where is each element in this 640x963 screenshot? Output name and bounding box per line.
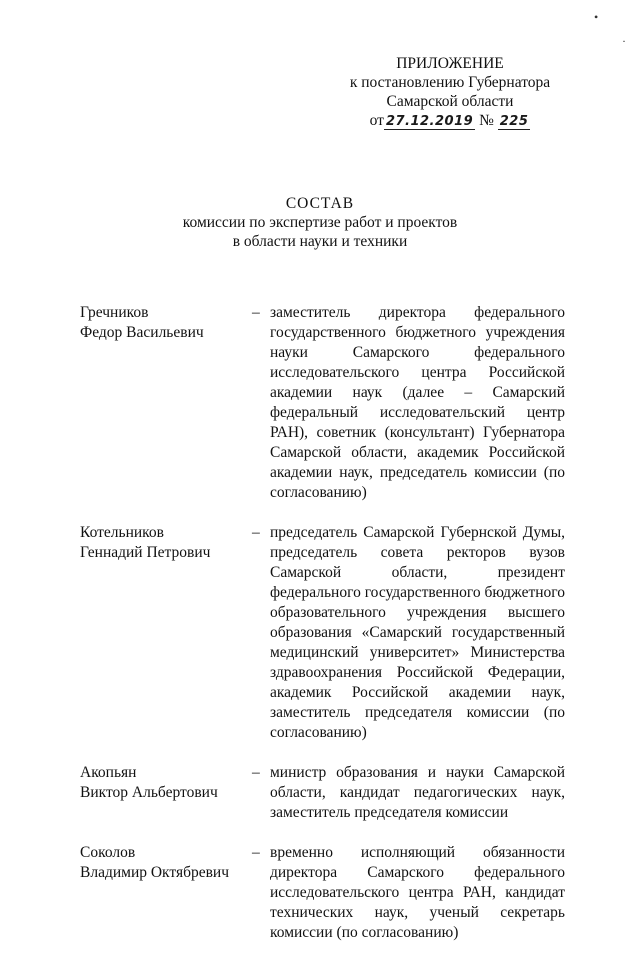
member-description: министр образования и науки Самарской области, кандидат педагогических наук, заместитель председателя комиссии	[270, 764, 565, 821]
member-name	[80, 763, 245, 803]
date-prefix: от	[369, 112, 384, 129]
member-surname: Акопьян	[80, 764, 137, 781]
appendix-header	[330, 54, 570, 131]
appendix-region: Самарской области	[386, 93, 514, 110]
member-given-name: Владимир Октябревич	[80, 864, 230, 881]
member-given-name: Федор Васильевич	[80, 324, 204, 341]
member-item	[80, 523, 570, 743]
member-surname: Котельников	[80, 524, 164, 541]
member-description: заместитель директора федерального государственного бюджетного учреждения науки Самарского федерального исследовательского центра Российской академии наук (далее – Самарский федеральный исследовательский центр РАН), советник (консультант) Губернатора Самарской области, академик Российской академии наук, председатель комиссии (по согласованию)	[270, 304, 565, 501]
member-dash: –	[252, 764, 260, 781]
member-description: временно исполняющий обязанности директора Самарского федерального исследовательского центра РАН, кандидат технических наук, ученый секретарь комиссии (по согласованию)	[270, 844, 565, 941]
title-main: СОСТАВ	[285, 195, 355, 212]
scan-mark-tick: ·	[622, 34, 626, 48]
scan-mark-dot: •	[594, 10, 599, 24]
member-surname: Гречников	[80, 304, 149, 321]
member-dash: –	[252, 524, 260, 541]
members-list	[80, 303, 570, 963]
member-item	[80, 763, 570, 823]
member-surname: Соколов	[80, 844, 136, 861]
decree-date-number	[330, 111, 570, 131]
member-name	[80, 303, 245, 343]
member-name	[80, 523, 245, 563]
title-line-2: комиссии по экспертизе работ и проектов	[182, 214, 458, 231]
title-line-3: в области науки и техники	[232, 233, 408, 250]
number-prefix: №	[479, 112, 494, 129]
appendix-title: ПРИЛОЖЕНИЕ	[396, 55, 504, 72]
member-name	[80, 843, 245, 883]
member-dash: –	[252, 844, 260, 861]
member-given-name: Геннадий Петрович	[80, 544, 211, 561]
appendix-subtitle: к постановлению Губернатора	[349, 74, 551, 91]
handwritten-date: 27.12.2019	[385, 114, 474, 129]
handwritten-number: 225	[499, 114, 529, 129]
member-given-name: Виктор Альбертович	[80, 784, 218, 801]
member-item	[80, 303, 570, 503]
member-description: председатель Самарской Губернской Думы, председатель совета ректоров вузов Самарской области, президент федерального государственного бюджетного образовательного учреждения высшего образования «Самарский государственный медицинский университет» Министерства здравоохранения Российской Федерации, академик Российской академии наук, заместитель председателя комиссии (по согласованию)	[270, 524, 565, 741]
member-dash: –	[252, 304, 260, 321]
document-title	[0, 194, 640, 251]
member-item	[80, 843, 570, 943]
